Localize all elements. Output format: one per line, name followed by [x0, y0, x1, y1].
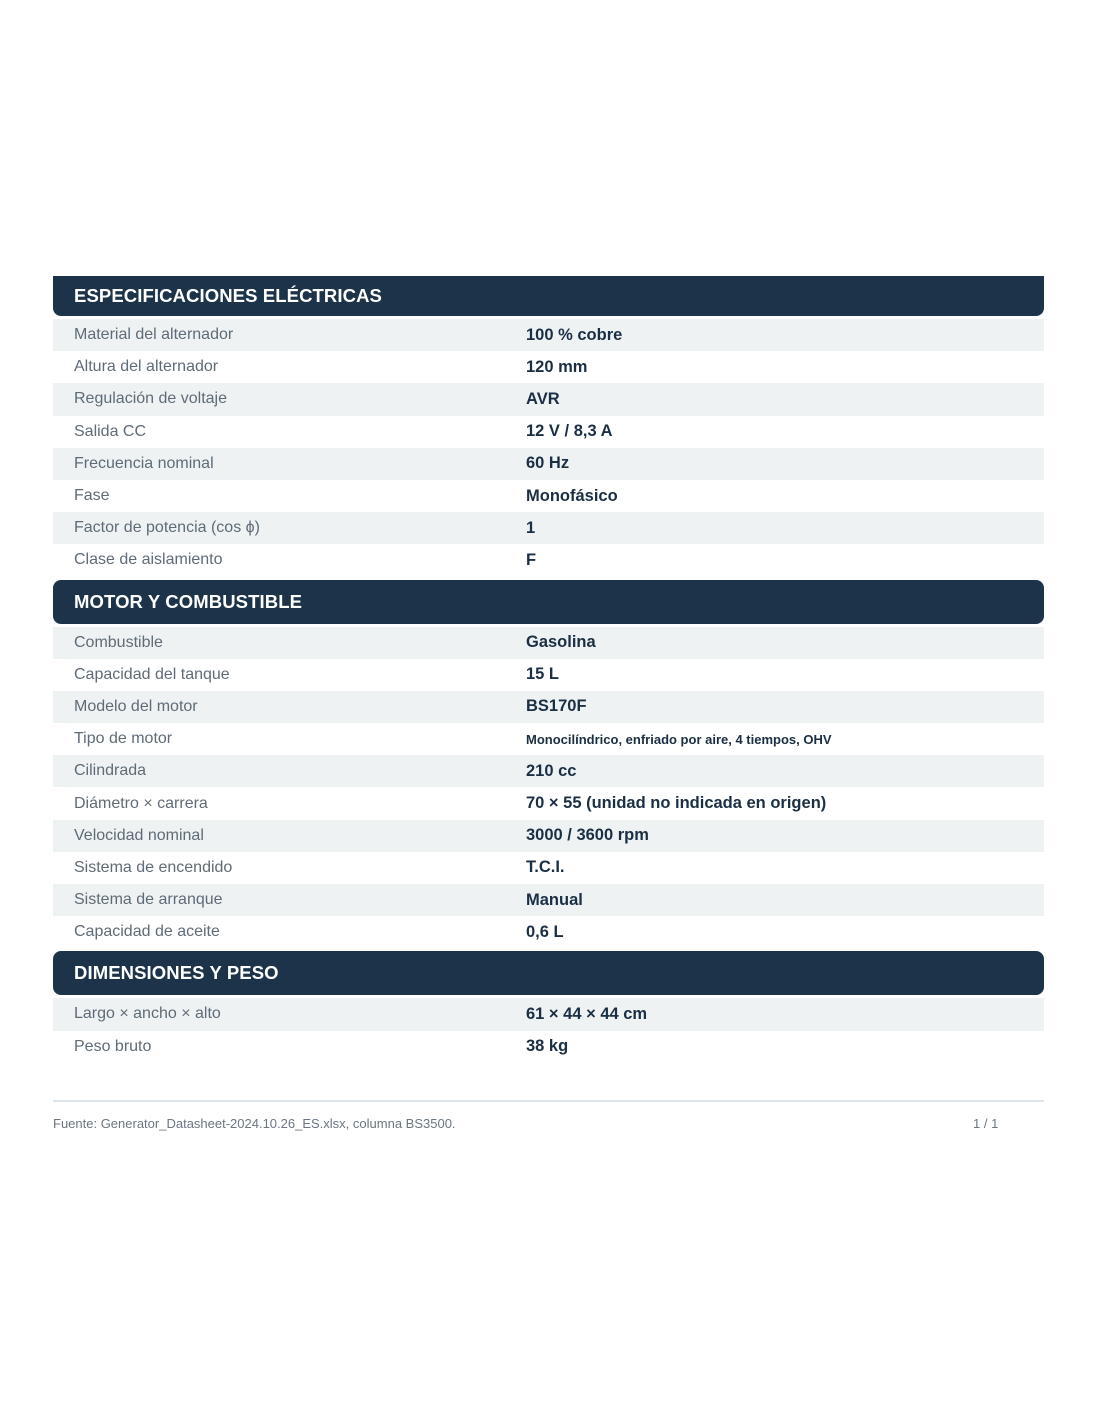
spec-row	[53, 820, 1044, 852]
spec-value: 120 mm	[526, 357, 588, 376]
spec-value: Manual	[526, 890, 583, 909]
spec-value: 0,6 L	[526, 922, 564, 941]
spec-row	[53, 416, 1044, 448]
spec-label: Material del alternador	[74, 326, 234, 344]
section-dimensions-weight	[53, 951, 1044, 1062]
spec-row	[53, 787, 1044, 819]
section-header: ESPECIFICACIONES ELÉCTRICAS	[53, 276, 1044, 316]
page-number: 1 / 1	[973, 1116, 999, 1131]
spec-label: Peso bruto	[74, 1037, 152, 1055]
spec-table	[53, 998, 1044, 1062]
spec-row	[53, 916, 1044, 948]
spec-row	[53, 480, 1044, 512]
section-header: MOTOR Y COMBUSTIBLE	[53, 580, 1044, 624]
spec-value: 61 × 44 × 44 cm	[526, 1004, 648, 1023]
spec-label: Modelo del motor	[74, 697, 198, 715]
spec-value: 100 % cobre	[526, 325, 623, 344]
spec-label: Fase	[74, 487, 110, 505]
spec-label: Diámetro × carrera	[74, 794, 208, 812]
spec-value: T.C.I.	[526, 858, 565, 877]
spec-table	[53, 319, 1044, 577]
spec-row	[53, 723, 1044, 755]
spec-value: 15 L	[526, 665, 560, 684]
spec-label: Regulación de voltaje	[74, 390, 227, 408]
spec-label: Cilindrada	[74, 762, 147, 780]
spec-label: Velocidad nominal	[74, 826, 204, 844]
spec-row	[53, 448, 1044, 480]
spec-value: 1	[526, 518, 536, 537]
footer-source-note: Fuente: Generator_Datasheet-2024.10.26_ES.xlsx, columna BS3500.	[53, 1116, 456, 1131]
spec-value: 70 × 55 (unidad no indicada en origen)	[526, 794, 827, 813]
spec-value: 210 cc	[526, 761, 577, 780]
spec-label: Capacidad del tanque	[74, 665, 230, 683]
spec-row	[53, 319, 1044, 351]
spec-row	[53, 627, 1044, 659]
spec-label: Factor de potencia (cos ϕ)	[74, 519, 260, 537]
spec-value: 38 kg	[526, 1037, 569, 1056]
spec-sheet	[53, 276, 1044, 1063]
footer-divider	[53, 1100, 1044, 1102]
spec-table	[53, 627, 1044, 949]
spec-value: BS170F	[526, 697, 587, 716]
spec-row	[53, 691, 1044, 723]
spec-value: 12 V / 8,3 A	[526, 422, 613, 441]
spec-value: 3000 / 3600 rpm	[526, 826, 649, 845]
spec-row	[53, 512, 1044, 544]
spec-label: Clase de aislamiento	[74, 551, 223, 569]
spec-value: 60 Hz	[526, 454, 570, 473]
spec-row	[53, 659, 1044, 691]
section-electrical	[53, 276, 1044, 577]
spec-label: Altura del alternador	[74, 358, 219, 376]
spec-row	[53, 1031, 1044, 1063]
spec-row	[53, 755, 1044, 787]
spec-label: Tipo de motor	[74, 730, 173, 748]
spec-value: Monofásico	[526, 486, 618, 505]
spec-row	[53, 383, 1044, 415]
spec-label: Sistema de arranque	[74, 891, 223, 909]
spec-row	[53, 998, 1044, 1030]
spec-label: Frecuencia nominal	[74, 454, 214, 472]
spec-value: Gasolina	[526, 633, 596, 652]
spec-row	[53, 544, 1044, 576]
section-engine-fuel	[53, 580, 1044, 949]
section-header: DIMENSIONES Y PESO	[53, 951, 1044, 995]
spec-label: Capacidad de aceite	[74, 923, 220, 941]
spec-value: F	[526, 550, 537, 569]
spec-value: AVR	[526, 389, 560, 408]
spec-label: Salida CC	[74, 422, 147, 440]
spec-row	[53, 884, 1044, 916]
spec-label: Combustible	[74, 633, 163, 651]
spec-label: Sistema de encendido	[74, 858, 233, 876]
spec-label: Largo × ancho × alto	[74, 1005, 221, 1023]
spec-value: Monocilíndrico, enfriado por aire, 4 tiempos, OHV	[526, 731, 832, 747]
spec-row	[53, 852, 1044, 884]
spec-row	[53, 351, 1044, 383]
